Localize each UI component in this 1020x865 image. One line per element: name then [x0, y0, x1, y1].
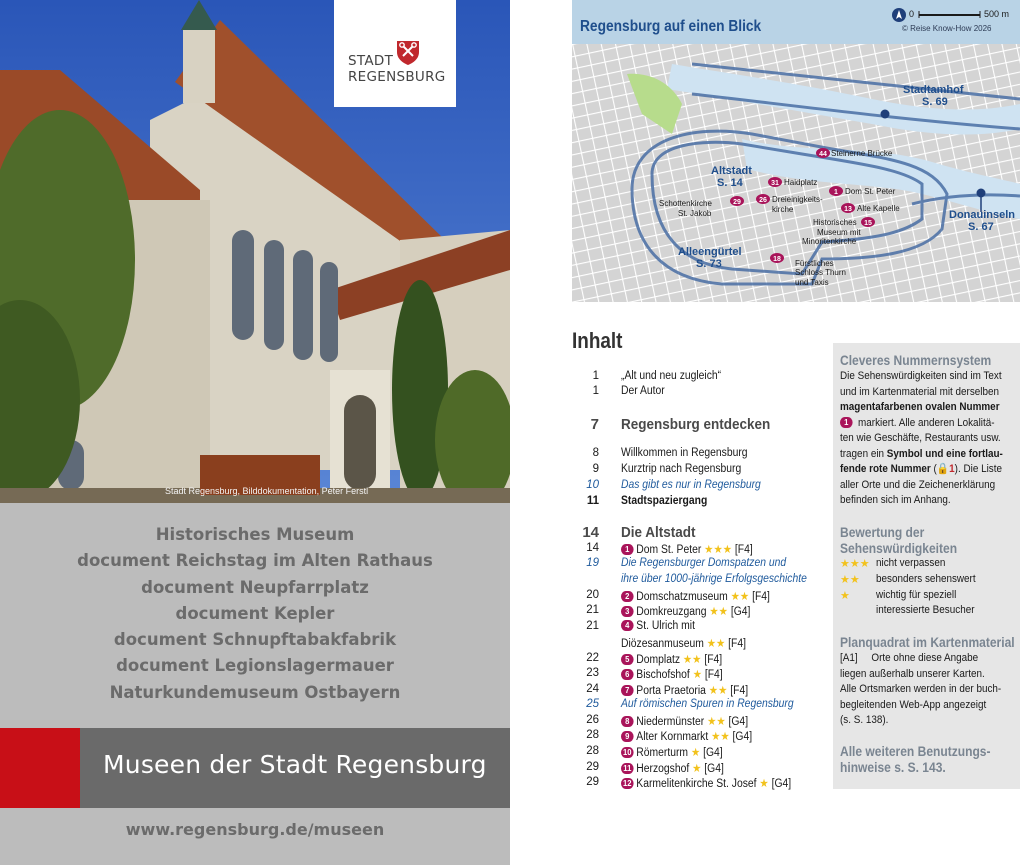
toc-page-number: 21	[586, 604, 599, 616]
toc-entry	[621, 652, 722, 666]
grid-reference: [F4]	[752, 591, 770, 603]
grid-reference: [G4]	[704, 763, 724, 775]
rating-stars: ★★★	[704, 544, 733, 556]
map-title: Regensburg auf einen Blick	[580, 18, 762, 35]
toc-page-number: 1	[592, 385, 599, 397]
museum-item: document Kepler	[175, 603, 335, 623]
grid-reference: [G4]	[703, 747, 723, 759]
toc-entry	[621, 714, 748, 728]
sight-number-badge: 4	[621, 620, 634, 631]
toc-entry-title: ihre über 1000-jährige Erfolgsgeschichte	[621, 573, 807, 585]
toc-entry	[621, 698, 794, 710]
sight-number-badge: 6	[621, 669, 634, 680]
grid-reference: [F4]	[704, 654, 723, 666]
map-marker-label: Minoritenkirche	[802, 237, 857, 246]
toc-entry	[621, 557, 786, 569]
map-marker-number: 15	[864, 220, 872, 227]
area-page-alleenguertel: S. 73	[696, 258, 722, 270]
number-badge-icon: 1	[840, 417, 853, 428]
toc-entry	[621, 589, 770, 603]
map-marker-label: Museum mit	[817, 228, 861, 237]
toc-page-number: 8	[592, 447, 599, 459]
toc-entry	[621, 479, 761, 491]
grid-reference: [G4]	[732, 731, 753, 743]
map-marker-number: 1	[834, 189, 838, 196]
toc-page-number: 29	[586, 776, 599, 788]
museum-item: document Neupfarrplatz	[141, 577, 369, 597]
toc-page-number: 28	[586, 745, 599, 757]
toc-page-number: 23	[586, 667, 599, 679]
map-marker-label: Dom St. Peter	[845, 187, 896, 196]
rating-stars: ★★	[709, 606, 728, 618]
toc-entry-title: Domschatzmuseum	[636, 591, 728, 603]
area-label-alleenguertel: Alleengürtel	[678, 246, 742, 258]
title-band	[80, 728, 510, 808]
grid-reference: [F4]	[704, 669, 723, 681]
rating-stars: ★	[690, 747, 701, 759]
scale-max-label: 500 m	[984, 9, 1010, 19]
rating-stars: ★	[692, 669, 702, 681]
toc-entry-title: Die Regensburger Domspatzen und	[621, 557, 787, 569]
sight-number-badge: 7	[621, 685, 634, 696]
scale-bar	[892, 8, 1018, 38]
rating-stars: ★★	[708, 685, 728, 697]
area-label-donauinseln: Donauinseln	[949, 209, 1016, 221]
toc-entry-title: Alter Kornmarkt	[636, 731, 709, 743]
info-box: Cleveres Nummernsystem Die Sehenswürdigkeiten sind im Text und im Kartenmaterial mit derselben magentafarbenen ovalen Nummer 1 markiert. Alle anderen Lokalitä- ten wie Geschäfte, Restaurants usw. tragen ein Symbol und eine fortlau- fende rote Nummer (🔒1). Die Liste aller Orte und die Zeichenerklärung befinden sich im Anhang. Bewertung der Sehenswürdigkeiten ★★★ nicht verpassen ★★ besonders sehenswert ★ wichtig für speziell interessierte Besucher Planquadrat im Kartenmaterial [A1] Orte ohne diese Angabe liegen außerhalb unserer Karten. Alle Ortsmarken werden in der buch- begleitenden Web-App angezeigt (s. S. 138). Alle weiteren Benutzungs- hinweise s. S. 143.	[833, 343, 1020, 789]
ad-title: Museen der Stadt Regensburg	[103, 750, 487, 779]
toc-entry	[621, 542, 753, 556]
toc-entry	[621, 416, 770, 433]
logo-line-2: REGENSBURG	[348, 69, 446, 85]
rating-stars: ★	[759, 778, 769, 790]
toc-entry-title: Das gibt es nur in Regensburg	[621, 479, 761, 491]
toc-page-number: 10	[586, 479, 599, 491]
grid-heading: Planquadrat im Kartenmaterial	[840, 634, 1015, 650]
toc-entry	[621, 385, 665, 397]
toc-entry	[621, 667, 723, 681]
map-marker-label: kirche	[772, 205, 794, 214]
toc-entry-title: Bischofshof	[636, 669, 690, 681]
museum-list	[0, 522, 510, 706]
map-marker-label: Historisches	[813, 218, 857, 227]
toc-entry-title: Die Altstadt	[621, 524, 696, 541]
toc-page-number: 21	[586, 620, 599, 632]
red-accent-block	[0, 728, 80, 808]
logo-line-1: STADT	[348, 53, 394, 69]
ad-url: www.regensburg.de/museen	[125, 820, 385, 839]
rating-stars: ★★	[711, 731, 730, 743]
map-header	[572, 0, 1020, 44]
toc-entry	[621, 604, 750, 618]
sight-number-badge: 11	[621, 763, 634, 774]
toc-page-number: 14	[586, 542, 599, 554]
overview-map	[572, 44, 1020, 302]
toc-entry-title: Der Autor	[621, 385, 665, 397]
grid-reference: [G4]	[771, 778, 792, 790]
area-label-stadtamhof: Stadtamhof	[903, 84, 964, 96]
map-marker-label: Fürstliches	[795, 259, 834, 268]
city-logo	[334, 0, 456, 107]
toc-entry	[621, 636, 746, 650]
sight-number-badge: 3	[621, 606, 634, 617]
toc-entry-title: Niedermünster	[636, 716, 705, 728]
map-marker-label: Steinerne Brücke	[831, 149, 893, 158]
toc-entry-title: St. Ulrich mit	[636, 620, 695, 632]
grid-reference: [G4]	[730, 606, 751, 618]
toc-entry	[621, 745, 723, 759]
toc-page-number: 7	[590, 416, 599, 433]
map-marker-label: Dreieinigkeits-	[772, 195, 823, 204]
rating-stars: ★	[692, 763, 702, 775]
toc-page-number: 19	[586, 557, 599, 569]
area-page-donauinseln: S. 67	[968, 221, 994, 233]
toc-page-number: 26	[586, 714, 599, 726]
toc-entry	[621, 370, 721, 382]
toc-page-number: 9	[592, 463, 599, 475]
area-page-stadtamhof: S. 69	[922, 96, 948, 108]
numbering-heading: Cleveres Nummernsystem	[840, 352, 992, 368]
toc-entry-title: Stadtspaziergang	[621, 495, 708, 507]
more-hints: Alle weiteren Benutzungs- hinweise s. S. 143.	[840, 743, 991, 775]
toc-entry-title: Willkommen in Regensburg	[621, 447, 748, 459]
toc-page-number: 25	[586, 698, 599, 710]
toc-page-number: 22	[586, 652, 599, 664]
key-shield-icon	[396, 40, 420, 66]
grid-reference: [F4]	[728, 638, 747, 650]
toc-entry	[621, 463, 741, 475]
toc-page-number: 28	[586, 729, 599, 741]
toc-entry-title: Römerturm	[636, 747, 689, 759]
map-marker-label: St. Jakob	[678, 209, 712, 218]
map-marker-number: 13	[844, 206, 852, 213]
rating-stars: ★★	[682, 654, 702, 666]
sight-number-badge: 5	[621, 654, 634, 665]
toc-entry-title: Herzogshof	[636, 763, 690, 775]
map-marker-number: 26	[759, 197, 767, 204]
numbering-text: Die Sehenswürdigkeiten sind im Text und im Kartenmaterial mit derselben magentafarbenen ovalen Nummer 1 markiert. Alle anderen Lokalitä- ten wie Geschäfte, Restaurants usw. tragen ein Symbol und eine fortlau- fende rote Nummer (🔒1). Die Liste aller Orte und die Zeichenerklärung befinden sich im Anhang.	[840, 370, 1003, 506]
map-marker-label: Schottenkirche	[659, 199, 712, 208]
museum-item: document Legionslagermauer	[116, 656, 394, 676]
toc-page-number: 1	[592, 370, 599, 382]
toc-entry-title: Dom St. Peter	[636, 544, 702, 556]
map-marker-label: Haidplatz	[784, 178, 818, 187]
sight-number-badge: 10	[621, 747, 634, 758]
toc-entry-title: Auf römischen Spuren in Regensburg	[621, 698, 794, 710]
map-marker-number: 44	[819, 151, 827, 158]
contents-heading: Inhalt	[572, 328, 623, 353]
toc-entry-title: Domkreuzgang	[636, 606, 707, 618]
toc-entry-title: Karmelitenkirche St. Josef	[636, 778, 757, 790]
toc-entry-title: Kurztrip nach Regensburg	[621, 463, 742, 475]
map-marker-label: Schloss Thurn	[795, 268, 846, 277]
toc-page-number: 29	[586, 761, 599, 773]
toc-page-number: 20	[586, 589, 599, 601]
map-marker-label: und Taxis	[795, 278, 829, 287]
sight-number-badge: 9	[621, 731, 634, 742]
sight-number-badge: 2	[621, 591, 634, 602]
museum-item: Historisches Museum	[155, 525, 355, 544]
toc-entry-title: Porta Praetoria	[636, 685, 706, 697]
sight-number-badge: 8	[621, 716, 634, 727]
photo-credit: Stadt Regensburg, Bilddokumentation, Peter Ferstl	[165, 486, 369, 496]
toc-entry	[621, 524, 696, 541]
toc-entry	[621, 620, 695, 632]
toc-entry-title: „Alt und neu zugleich“	[621, 370, 722, 382]
toc-entry	[621, 776, 791, 790]
toc-entry	[621, 495, 707, 507]
sight-number-badge: 12	[621, 778, 634, 789]
grid-text: [A1] Orte ohne diese Angabe liegen außerhalb unserer Karten. Alle Ortsmarken werden in der buch- begleitenden Web-App angezeigt (s. S. 138).	[840, 652, 1002, 726]
rating-stars: ★★	[707, 716, 726, 728]
map-marker-number: 18	[773, 256, 781, 263]
toc-entry	[621, 447, 748, 459]
red-lock-icon: 🔒	[936, 463, 950, 475]
scale-zero-label: 0	[909, 9, 915, 19]
toc-entry	[621, 573, 807, 585]
rating-stars: ★★	[706, 638, 726, 650]
museum-item: document Schnupftabakfabrik	[113, 630, 397, 650]
grid-reference: [F4]	[730, 685, 749, 697]
rating-stars: ★★	[730, 591, 750, 603]
sight-number-badge: 1	[621, 544, 634, 555]
toc-entry-title: Diözesanmuseum	[621, 638, 704, 650]
museum-item: Naturkundemuseum Ostbayern	[109, 682, 401, 702]
toc-entry-title: Regensburg entdecken	[621, 416, 771, 433]
grid-reference: [F4]	[734, 544, 753, 556]
toc-entry-title: Domplatz	[636, 654, 681, 666]
toc-page-number: 24	[586, 683, 599, 695]
map-marker-label: Alte Kapelle	[857, 204, 900, 213]
rating-heading: Bewertung der Sehenswürdigkeiten	[840, 524, 958, 556]
map-marker-number: 29	[733, 199, 741, 206]
map-marker-number: 31	[771, 180, 779, 187]
museum-item: document Reichstag im Alten Rathaus	[77, 551, 433, 571]
copyright: © Reise Know-How 2026	[902, 24, 992, 33]
toc-entry	[621, 761, 724, 775]
toc-entry	[621, 729, 752, 743]
area-page-altstadt: S. 14	[717, 177, 743, 189]
area-label-altstadt: Altstadt	[711, 165, 752, 177]
toc-page-number: 11	[586, 495, 599, 507]
toc-entry	[621, 683, 748, 697]
toc-page-number: 14	[582, 524, 599, 541]
grid-reference: [G4]	[728, 716, 749, 728]
